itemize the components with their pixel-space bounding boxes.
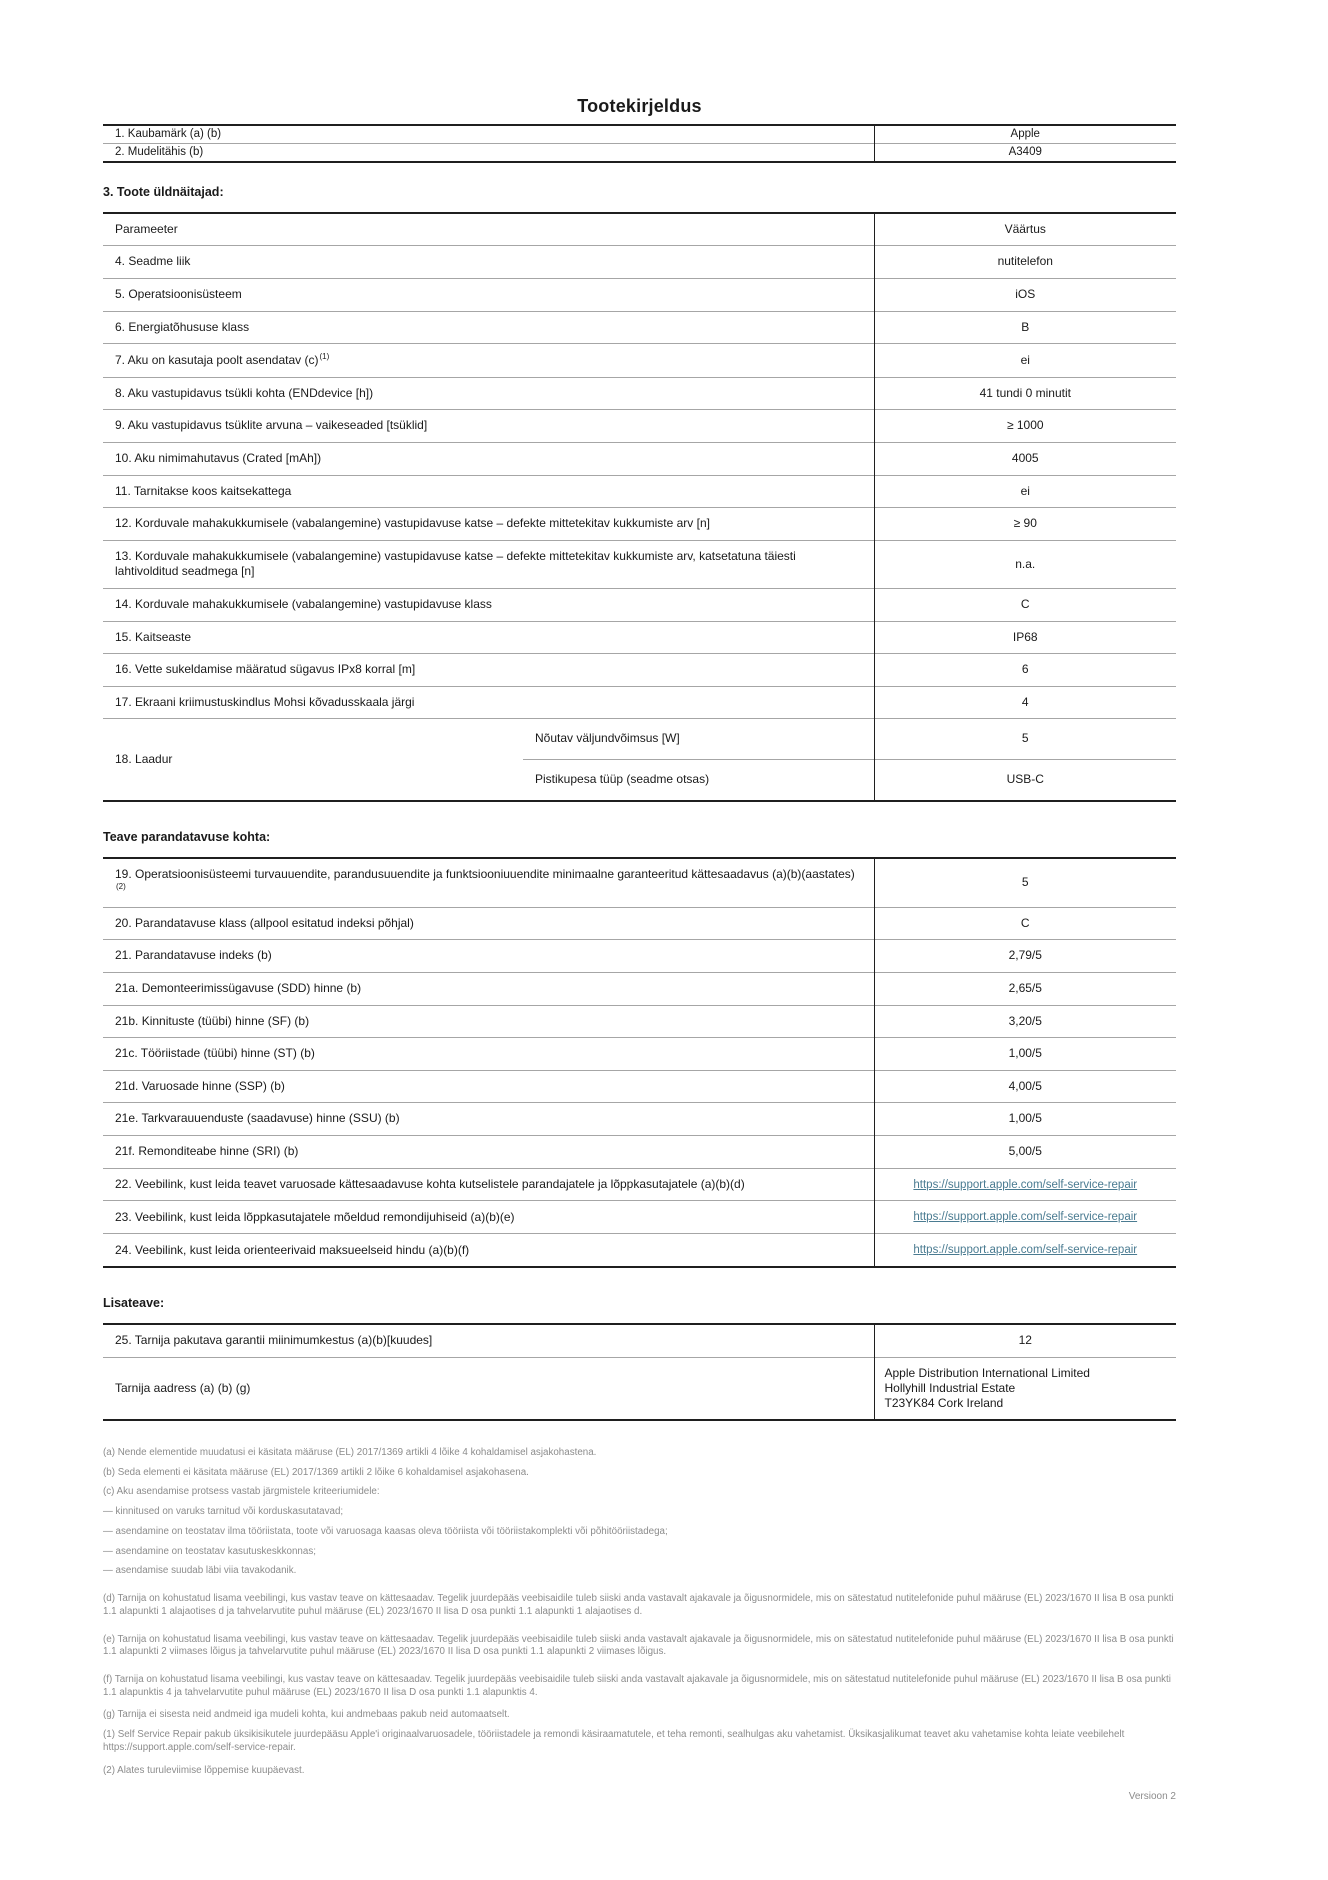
footnote: (c) Aku asendamise protsess vastab järgmistele kriteeriumidele: [103,1486,380,1498]
page-title: Tootekirjeldus [577,96,702,116]
param-value: B [874,311,1176,344]
param-value [874,1201,1176,1234]
table-row [103,1070,1176,1103]
table-row-charger [103,719,1176,760]
param-label: 22. Veebilink, kust leida teavet varuosade kättesaadavuse kohta kutselistele parandajatele ja lõppkasutajatele (a)(b)(d) [103,1168,874,1201]
footnote-ref: (2) [116,882,126,892]
param-value: 4 [874,686,1176,719]
param-label: 23. Veebilink, kust leida lõppkasutajatele mõeldud remondijuhiseid (a)(b)(e) [103,1201,874,1234]
brand-value: Apple [874,125,1176,143]
param-label: 13. Korduvale mahakukkumisele (vabalangemine) vastupidavuse katse – defekte mittetekitav kukkumiste arv, katsetatuna täiesti lahtivolditud seadmega [n] [103,540,874,588]
param-label: 21. Parandatavuse indeks (b) [103,940,874,973]
charger-sub-value: USB-C [874,759,1176,800]
param-value: 4,00/5 [874,1070,1176,1103]
model-label: 2. Mudelitähis (b) [103,143,874,161]
param-value: ≥ 90 [874,508,1176,541]
table-row [103,1103,1176,1136]
param-label: 14. Korduvale mahakukkumisele (vabalangemine) vastupidavuse klass [103,589,874,622]
footnote: (e) Tarnija on kohustatud lisama veebilingi, kus vastav teave on kättesaadav. Tegelik juurdepääs veebisaidile tuleb siiski anda vastavalt ajakavale ja õigusnormidele, mis on sätestatud nutitelefonide puhul määruse (EL) 2023/1670 II lisa B osa punkti 1.1 alapunkti 2 viimases lõigus ja tahvelarvutite puhul määruse (EL) 2023/1670 II lisa D osa punkti 1.1 alapunkti 2 viimases lõigus. [103,1633,1174,1658]
table-row [103,311,1176,344]
param-value: 41 tundi 0 minutit [874,377,1176,410]
table-row [103,621,1176,654]
table-row [103,940,1176,973]
document-page [103,0,1176,1802]
param-value: 2,65/5 [874,972,1176,1005]
footnote: (g) Tarnija ei sisesta neid andmeid iga mudeli kohta, kui andmebaas pakub neid automaatselt. [103,1709,510,1721]
brand-label: 1. Kaubamärk (a) (b) [115,128,222,140]
param-value: 1,00/5 [874,1103,1176,1136]
pretax-prices-link[interactable]: https://support.apple.com/self-service-repair [913,1244,1138,1257]
footnote: (1) Self Service Repair pakub üksikisikutele juurdepääsu Apple'i originaalvaruosadele, tööriistadele ja remondi käsiraamatutele, et teha remonti, sealhulgas aku vahetamist. Üksikasjalikumat teavet aku vahetamise kohta leiate veebilehelt https://support.apple.com/self-service-repair. [103,1729,1125,1753]
footnotes-section [103,1447,1176,1777]
param-label: 4. Seadme liik [103,246,874,279]
table-row [103,1005,1176,1038]
table-row [103,1357,1176,1420]
charger-label: 18. Laadur [103,719,523,801]
charger-sub-label: Nõutav väljundvõimsus [W] [523,719,874,760]
param-value: iOS [874,279,1176,312]
param-label: 7. Aku on kasutaja poolt asendatav $(c)^{(1)}$ [103,344,874,378]
param-value: C [874,907,1176,940]
footnote: — asendamise suudab läbi viia tavakodanik. [103,1565,297,1577]
table-row [103,508,1176,541]
param-label: 8. Aku vastupidavus tsükli kohta (ENDdevice [h]) [103,377,874,410]
version-label: Versioon 2 [1128,1791,1176,1803]
value-header: Väärtus [874,213,1176,246]
table-row [103,1135,1176,1168]
param-value: 2,79/5 [874,940,1176,973]
address-line: T23YK84 Cork Ireland [884,1395,1004,1410]
table-row [103,279,1176,312]
table-row [103,972,1176,1005]
table-row [103,246,1176,279]
param-label: 15. Kaitseaste [103,621,874,654]
footnote: (2) Alates turuleviimise lõppemise kuupäevast. [103,1764,305,1776]
param-value: 5 [874,858,1176,908]
table-row-link [103,1201,1176,1234]
param-label: 5. Operatsioonisüsteem [103,279,874,312]
param-value: 6 [874,654,1176,687]
param-label: 21c. Tööriistade (tüübi) hinne (ST) (b) [103,1038,874,1071]
table-row-link [103,1234,1176,1267]
section-heading-general: 3. Toote üldnäitajad: [103,184,224,199]
table-row [103,540,1176,588]
param-label: 20. Parandatavuse klass (allpool esitatud indeksi põhjal) [103,907,874,940]
param-value: IP68 [874,621,1176,654]
param-label: 6. Energiatõhususe klass [103,311,874,344]
footnote-ref: (1) [319,352,330,362]
param-label: 24. Veebilink, kust leida orienteerivaid maksueelseid hindu (a)(b)(f) [103,1234,874,1267]
repairability-table [103,857,1176,1269]
param-label: 9. Aku vastupidavus tsüklite arvuna – vaikeseaded [tsüklid] [103,410,874,443]
table-row [103,475,1176,508]
param-label: 21d. Varuosade hinne (SSP) (b) [103,1070,874,1103]
param-label: 12. Korduvale mahakukkumisele (vabalangemine) vastupidavuse katse – defekte mittetekitav kukkumiste arv [n] [103,508,874,541]
param-label: 10. Aku nimimahutavus (Crated [mAh]) [103,443,874,476]
param-value: ≥ 1000 [874,410,1176,443]
additional-table [103,1323,1176,1421]
table-row [103,654,1176,687]
footnote: (d) Tarnija on kohustatud lisama veebilingi, kus vastav teave on kättesaadav. Tegelik juurdepääs veebisaidile tuleb siiski anda vastavalt ajakavale ja õigusnormidele, mis on sätestatud nutitelefonide puhul määruse (EL) 2023/1670 II lisa B osa punkti 1.1 alapunkti 1 alajaotises d ja tahvelarvutite puhul määruse (EL) 2023/1670 II lisa D osa punkti 1.1 alapunkti 1 alajaotises d. [103,1593,1174,1617]
footnote: — asendamine on teostatav kasutuskeskkonnas; [103,1545,316,1557]
address-line: Apple Distribution International Limited [884,1365,1090,1380]
brand-model-table [103,124,1176,163]
charger-sub-value: 5 [874,719,1176,760]
footnote: — kinnitused on varuks tarnitud või korduskasutatavad; [103,1506,344,1518]
table-row [103,1038,1176,1071]
param-value: n.a. [874,540,1176,588]
table-row [103,589,1176,622]
param-value: 4005 [874,443,1176,476]
table-row [103,410,1176,443]
param-value: 1,00/5 [874,1038,1176,1071]
table-row [103,1324,1176,1357]
param-label: 17. Ekraani kriimustuskindlus Mohsi kõvadusskaala järgi [103,686,874,719]
table-row [103,858,1176,908]
supplier-address-value [874,1357,1176,1420]
warranty-label: 25. Tarnija pakutava garantii miinimumkestus (a)(b)[kuudes] [115,1333,433,1348]
param-label: 11. Tarnitakse koos kaitsekattega [103,475,874,508]
spare-parts-link[interactable]: https://support.apple.com/self-service-repair [913,1178,1138,1191]
general-table [103,212,1176,802]
footnote: (b) Seda elementi ei käsitata määruse (EL) 2017/1369 artikli 2 lõike 6 kohaldamisel asjakohasena. [103,1466,529,1478]
param-label: 21f. Remonditeabe hinne (SRI) (b) [103,1135,874,1168]
warranty-value: 12 [874,1324,1176,1357]
section-heading-repair: Teave parandatavuse kohta: [103,829,271,844]
footnote: — asendamine on teostatav ilma tööriistata, toote või varuosaga kaasas oleva tööriista või tööriistakomplekti või põhitööriistadega; [103,1525,668,1537]
table-header-row [103,213,1176,246]
param-value: ei [874,475,1176,508]
table-row-link [103,1168,1176,1201]
param-header: Parameeter [115,221,178,236]
param-value: ei [874,344,1176,378]
param-value: 3,20/5 [874,1005,1176,1038]
table-row [103,143,1176,161]
param-label: 21e. Tarkvarauuenduste (saadavuse) hinne (SSU) (b) [103,1103,874,1136]
table-row [103,907,1176,940]
table-row [103,686,1176,719]
param-value [874,1234,1176,1267]
supplier-address-label: Tarnija aadress (a) (b) (g) [103,1357,874,1420]
model-value: A3409 [874,143,1176,161]
param-value: nutitelefon [874,246,1176,279]
param-label: 21a. Demonteerimissügavuse (SDD) hinne (b) [103,972,874,1005]
param-value [874,1168,1176,1201]
section-heading-additional: Lisateave: [103,1296,165,1311]
repair-instructions-link[interactable]: https://support.apple.com/self-service-repair [913,1211,1138,1224]
charger-sub-label: Pistikupesa tüüp (seadme otsas) [523,759,874,800]
table-row [103,125,1176,143]
param-label: 16. Vette sukeldamise määratud sügavus IPx8 korral [m] [103,654,874,687]
param-value: 5,00/5 [874,1135,1176,1168]
footnote: (a) Nende elementide muudatusi ei käsitata määruse (EL) 2017/1369 artikli 4 lõike 4 kohaldamisel asjakohastena. [103,1446,597,1458]
table-row [103,344,1176,378]
footnote: (f) Tarnija on kohustatud lisama veebilingi, kus vastav teave on kättesaadav. Tegelik juurdepääs veebisaidile tuleb siiski anda vastavalt ajakavale ja õigusnormidele, mis on sätestatud nutitelefonide puhul määruse (EL) 2023/1670 II lisa B osa punkti 1.1 alapunktis 4 ja tahvelarvutite puhul määruse (EL) 2023/1670 II lisa D osa punkti 1.1 alapunktis 4. [103,1673,1171,1698]
table-row [103,443,1176,476]
param-label: 19. Operatsioonisüsteemi turvauuendite, parandusuuendite ja funktsiooniuuendite minimaalne garanteeritud kättesaadavus (a)(b)(aastates)$^{(2)}$ [115,866,855,892]
table-row [103,377,1176,410]
param-value: C [874,589,1176,622]
param-label: 21b. Kinnituste (tüübi) hinne (SF) (b) [103,1005,874,1038]
address-line: Hollyhill Industrial Estate [884,1380,1016,1395]
